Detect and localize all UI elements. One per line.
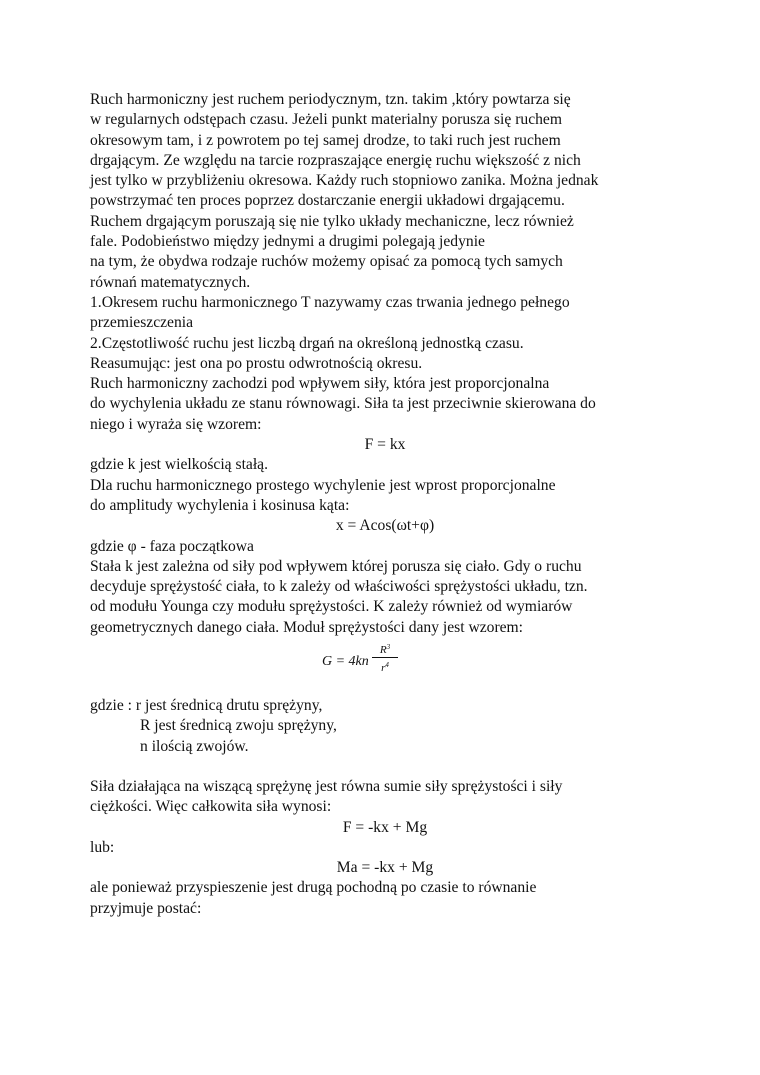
where-item: n ilością zwojów. — [140, 737, 249, 755]
text-line: decyduje sprężystość ciała, to k zależy od właściwości sprężystości układu, tzn. — [90, 578, 588, 596]
formula-newton: Ma = -kx + Mg — [336, 859, 434, 877]
spacer — [90, 757, 680, 777]
denominator-symbol: r — [381, 662, 386, 675]
text-line: ale ponieważ przyspieszenie jest drugą pochodną po czasie to równanie — [90, 879, 537, 897]
text-line: jest tylko w przybliżeniu okresowa. Każdy ruch stopniowo zanika. Można jednak — [90, 172, 599, 190]
force-paragraph — [90, 374, 680, 435]
text-line: okresowym tam, i z powrotem po tej samej drodze, to taki ruch jest ruchem — [90, 131, 561, 149]
text-line: Ruch harmoniczny zachodzi pod wpływem siły, która jest proporcjonalna — [90, 375, 550, 393]
text-line: powstrzymać ten proces poprzez dostarczanie energii układowi drgającemu. — [90, 192, 565, 210]
or-label: lub: — [90, 838, 115, 856]
spring-paragraph — [90, 777, 680, 818]
k-paragraph — [90, 557, 680, 638]
formula-total-force: F = -kx + Mg — [342, 818, 428, 836]
formula-g-fraction — [372, 640, 398, 675]
formula-g-denominator — [372, 658, 398, 675]
formula-shear-modulus — [90, 640, 680, 684]
text-line: niego i wyraża się wzorem: — [90, 415, 262, 433]
definitions — [90, 293, 680, 374]
text-line: do amplitudy wychylenia i kosinusa kąta: — [90, 496, 350, 514]
where-item: R jest średnicą zwoju sprężyny, — [140, 717, 337, 735]
text-line: na tym, że obydwa rodzaje ruchów możemy opisać za pomocą tych samych — [90, 253, 563, 271]
definition-frequency-cont: Reasumując: jest ona po prostu odwrotnością okresu. — [90, 354, 423, 372]
displacement-paragraph — [90, 476, 680, 517]
text-line: fale. Podobieństwo między jednymi a drugimi polegają jedynie — [90, 233, 485, 251]
formula-g-lhs: G = 4kn — [322, 654, 369, 670]
definition-period: 1.Okresem ruchu harmonicznego T nazywamy czas trwania jednego pełnego — [90, 293, 570, 311]
where-list — [90, 696, 680, 757]
text-line: do wychylenia układu ze stanu równowagi. Siła ta jest przeciwnie skierowana do — [90, 395, 596, 413]
formula-force: F = kx — [364, 436, 406, 454]
text-line: przyjmuje postać: — [90, 899, 202, 917]
numerator-symbol: R — [379, 644, 387, 657]
formula-g-numerator — [372, 640, 398, 658]
intro-paragraph — [90, 90, 680, 293]
text-line: od modułu Younga czy modułu sprężystości. K zależy również od wymiarów — [90, 598, 573, 616]
numerator-exponent: 3 — [386, 643, 391, 652]
text-line: geometrycznych danego ciała. Moduł sprężystości dany jest wzorem: — [90, 618, 524, 636]
text-line: Siła działająca na wiszącą sprężynę jest równa sumie siły sprężystości i siły — [90, 777, 563, 795]
text-line: Ruchem drgającym poruszają się nie tylko układy mechaniczne, lecz również — [90, 212, 574, 230]
definition-period-cont: przemieszczenia — [90, 314, 194, 332]
formula-displacement: x = Acos(ωt+φ) — [335, 517, 435, 535]
text-line: równań matematycznych. — [90, 273, 251, 291]
final-paragraph — [90, 878, 680, 919]
where-lead: gdzie : r jest średnicą drutu sprężyny, — [90, 697, 323, 715]
text-line: drgającym. Ze względu na tarcie rozpraszające energię ruchu większość z nich — [90, 151, 581, 169]
phase-note: gdzie φ - faza początkowa — [90, 537, 254, 555]
definition-frequency: 2.Częstotliwość ruchu jest liczbą drgań na określoną jednostką czasu. — [90, 334, 524, 352]
k-note: gdzie k jest wielkością stałą. — [90, 456, 268, 474]
text-line: Dla ruchu harmonicznego prostego wychylenie jest wprost proporcjonalne — [90, 476, 556, 494]
text-line: Stała k jest zależna od siły pod wpływem której porusza się ciało. Gdy o ruchu — [90, 557, 582, 575]
denominator-exponent: 4 — [385, 661, 389, 670]
text-line: w regularnych odstępach czasu. Jeżeli punkt materialny porusza się ruchem — [90, 111, 562, 129]
document-content — [90, 90, 680, 919]
text-line: ciężkości. Więc całkowita siła wynosi: — [90, 798, 332, 816]
text-line: Ruch harmoniczny jest ruchem periodycznym, tzn. takim ,który powtarza się — [90, 91, 571, 108]
